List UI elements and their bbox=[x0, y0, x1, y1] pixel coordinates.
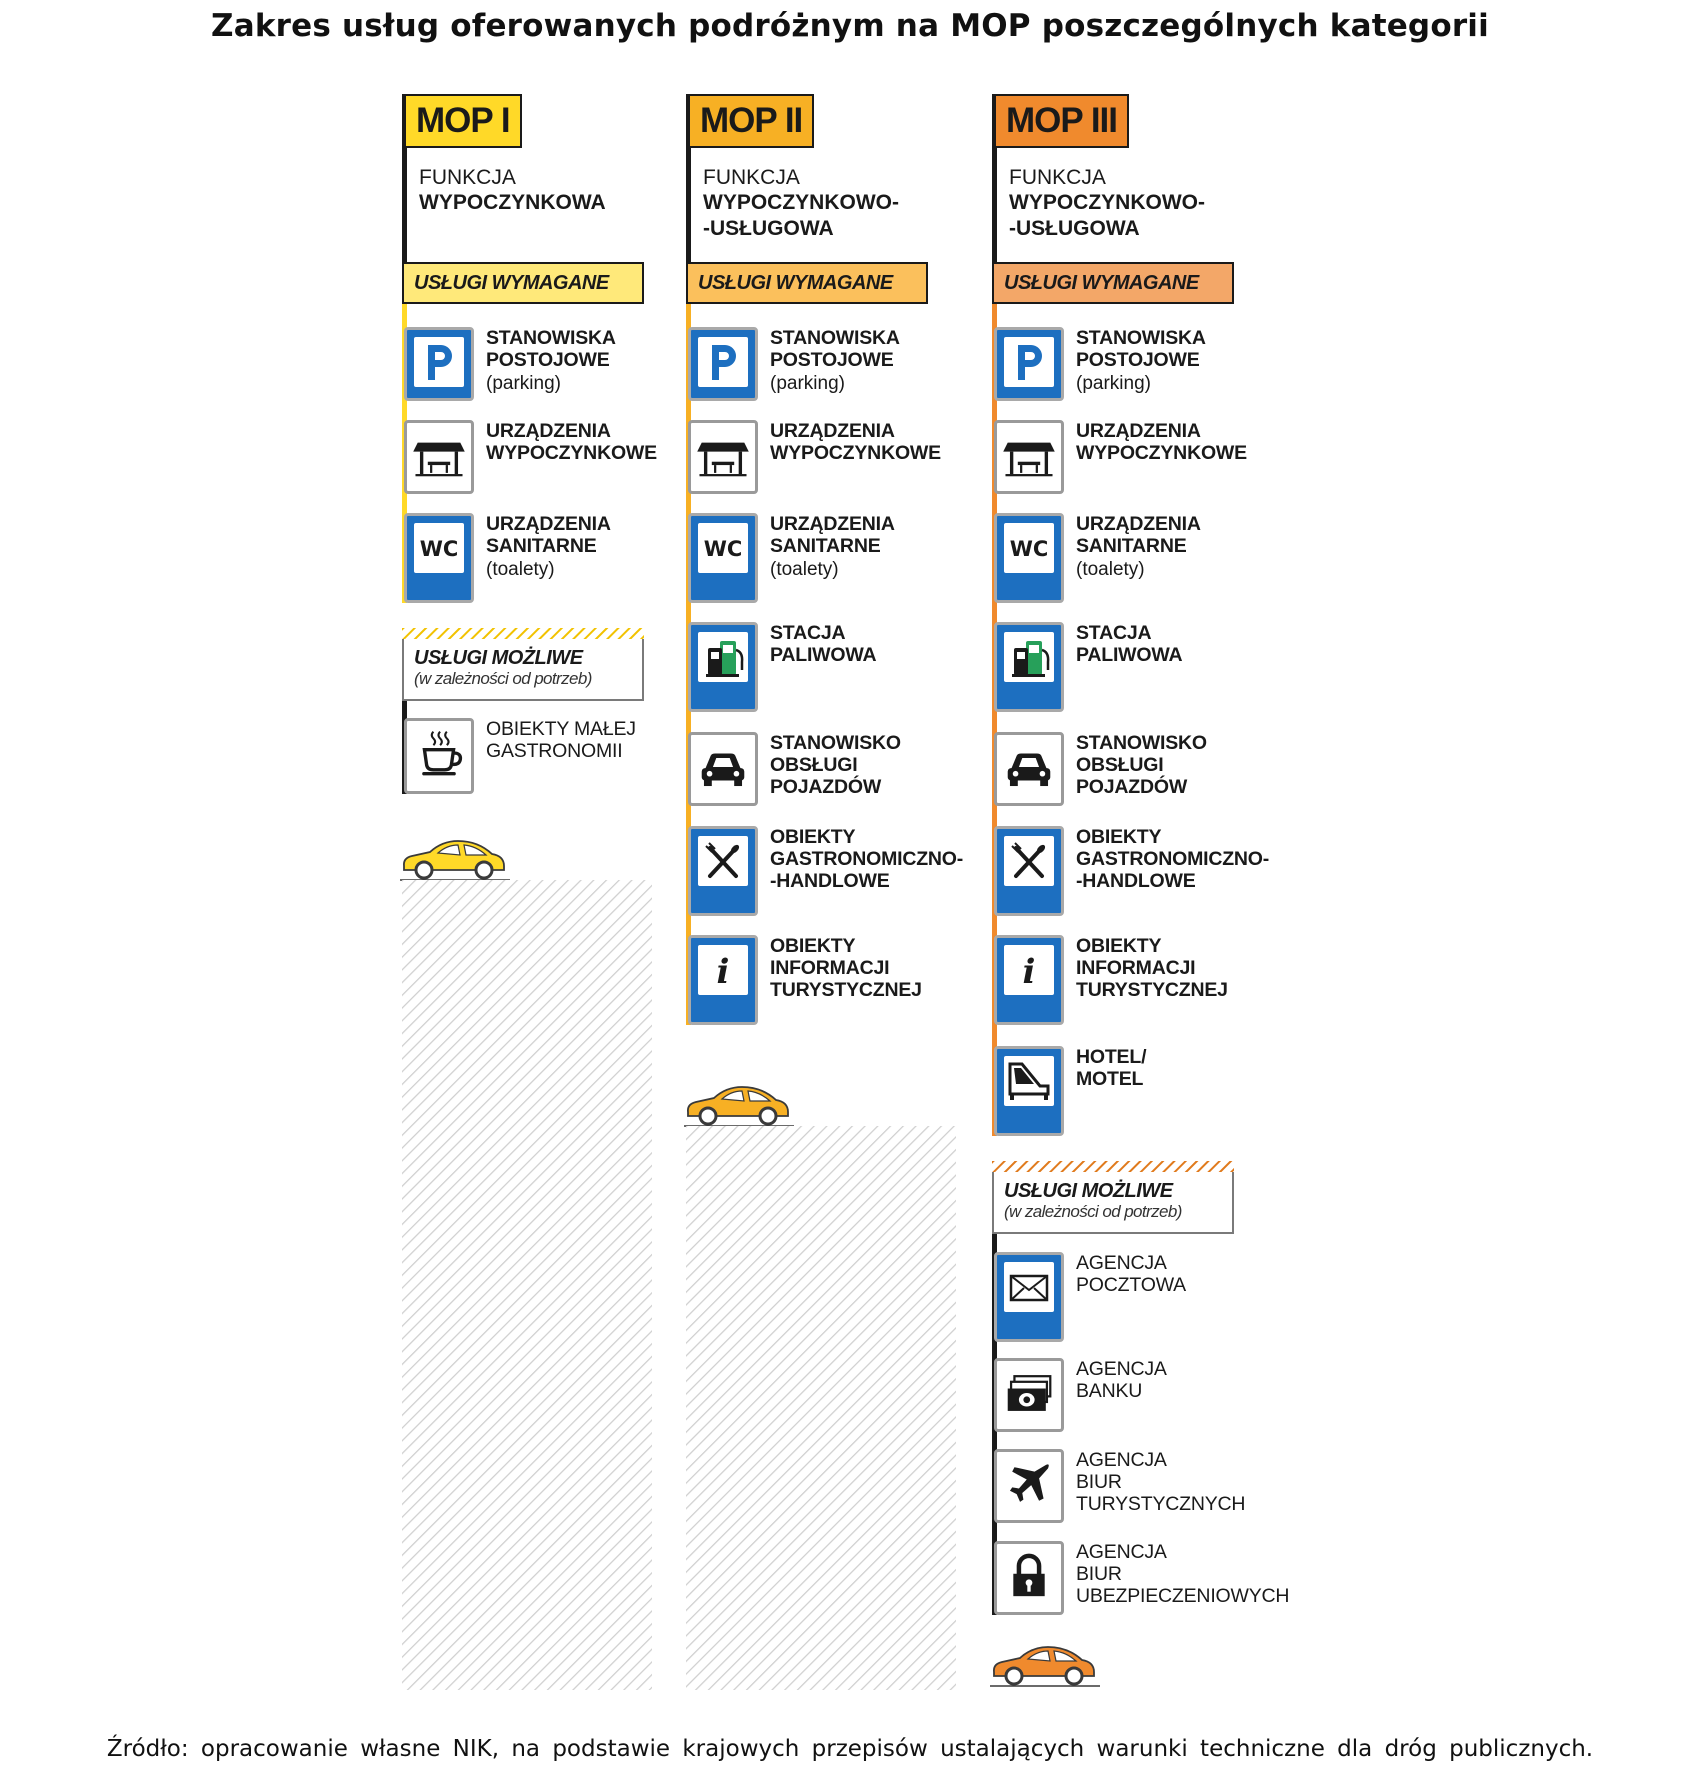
service-note: (parking) bbox=[1076, 373, 1151, 394]
service-label bbox=[1076, 1541, 1336, 1607]
service-label bbox=[770, 826, 1030, 892]
bed-icon bbox=[1004, 1056, 1054, 1106]
service-name: OBIEKTY INFORMACJI TURYSTYCZNEJ bbox=[770, 935, 922, 1001]
possible-services-title: USŁUGI MOŻLIWE bbox=[414, 647, 583, 669]
function-name: WYPOCZYNKOWA bbox=[419, 191, 606, 214]
service-sign bbox=[404, 327, 474, 401]
service-sign bbox=[688, 327, 758, 401]
service-label bbox=[1076, 935, 1336, 1001]
svg-text:i: i bbox=[1022, 952, 1036, 992]
possible-services-stripe bbox=[992, 1160, 1234, 1172]
service-name: URZĄDZENIA WYPOCZYNKOWE bbox=[1076, 420, 1247, 464]
car-service-icon bbox=[1001, 739, 1057, 795]
service-label bbox=[770, 732, 1030, 798]
service-note: (parking) bbox=[770, 373, 845, 394]
function-label: FUNKCJA bbox=[419, 166, 516, 189]
service-sign bbox=[994, 327, 1064, 401]
service-sign bbox=[688, 420, 758, 494]
service-sign bbox=[688, 826, 758, 916]
service-name: STANOWISKO OBSŁUGI POJAZDÓW bbox=[770, 732, 901, 798]
parking-icon bbox=[414, 337, 464, 387]
page-title: Zakres usług oferowanych podróżnym na MOP poszczególnych kategorii bbox=[211, 8, 1489, 44]
function-name: WYPOCZYNKOWO- -USŁUGOWA bbox=[703, 191, 899, 240]
service-name: STACJA PALIWOWA bbox=[1076, 622, 1183, 666]
service-label bbox=[1076, 1252, 1336, 1296]
possible-services-note: (w zależności od potrzeb) bbox=[414, 669, 592, 688]
service-name: STANOWISKA POSTOJOWE bbox=[1076, 327, 1206, 371]
service-name: URZĄDZENIA SANITARNE bbox=[1076, 513, 1201, 557]
service-name: STANOWISKA POSTOJOWE bbox=[486, 327, 616, 371]
possible-services-note: (w zależności od potrzeb) bbox=[1004, 1202, 1182, 1221]
service-sign bbox=[404, 420, 474, 494]
shelter-icon bbox=[411, 427, 467, 483]
service-label bbox=[770, 420, 1030, 464]
service-sign bbox=[994, 1046, 1064, 1136]
fork-knife-icon bbox=[698, 836, 748, 886]
fork-knife-icon bbox=[1004, 836, 1054, 886]
service-sign bbox=[994, 1358, 1064, 1432]
service-name: AGENCJA BIUR UBEZPIECZENIOWYCH bbox=[1076, 1541, 1290, 1607]
coffee-cup-icon bbox=[411, 725, 467, 781]
service-label bbox=[1076, 622, 1336, 666]
service-label bbox=[1076, 826, 1336, 892]
mop-column-2 bbox=[686, 0, 1016, 1700]
required-services-header: USŁUGI WYMAGANE bbox=[686, 262, 928, 304]
mop-badge: MOP II bbox=[688, 94, 814, 148]
service-label bbox=[1076, 732, 1336, 798]
shelter-icon bbox=[1001, 427, 1057, 483]
service-sign bbox=[994, 513, 1064, 603]
service-name: STANOWISKA POSTOJOWE bbox=[770, 327, 900, 371]
service-label bbox=[770, 327, 1030, 397]
source-note: Źródło: opracowanie własne NIK, na podstawie krajowych przepisów ustalających warunki techniczne dla dróg publicznych. bbox=[106, 1736, 1594, 1762]
service-sign bbox=[688, 513, 758, 603]
info-icon bbox=[698, 945, 748, 995]
possible-services-title: USŁUGI MOŻLIWE bbox=[1004, 1180, 1173, 1202]
service-sign bbox=[688, 935, 758, 1025]
car-icon bbox=[990, 1642, 1100, 1693]
service-note: (toalety) bbox=[770, 559, 839, 580]
service-label bbox=[770, 513, 1030, 583]
function-label: FUNKCJA bbox=[703, 166, 800, 189]
parking-icon bbox=[698, 337, 748, 387]
service-note: (toalety) bbox=[486, 559, 555, 580]
airplane-icon bbox=[1001, 1456, 1057, 1512]
service-sign bbox=[688, 622, 758, 712]
service-label bbox=[1076, 420, 1336, 464]
service-name: OBIEKTY MAŁEJ GASTRONOMII bbox=[486, 718, 636, 762]
service-label bbox=[1076, 513, 1336, 583]
service-sign bbox=[994, 1252, 1064, 1342]
wc-icon bbox=[1004, 523, 1054, 573]
service-name: STACJA PALIWOWA bbox=[770, 622, 877, 666]
service-sign bbox=[994, 1541, 1064, 1615]
service-label bbox=[1076, 1449, 1336, 1515]
mop-column-3 bbox=[992, 0, 1322, 1700]
parking-icon bbox=[1004, 337, 1054, 387]
possible-services-header bbox=[992, 1172, 1234, 1234]
required-services-header: USŁUGI WYMAGANE bbox=[992, 262, 1234, 304]
svg-text:WC: WC bbox=[1009, 537, 1049, 561]
service-name: URZĄDZENIA SANITARNE bbox=[486, 513, 611, 557]
service-sign bbox=[404, 718, 474, 794]
svg-text:i: i bbox=[716, 952, 730, 992]
car-service-icon bbox=[695, 739, 751, 795]
service-note: (parking) bbox=[486, 373, 561, 394]
service-label bbox=[1076, 1358, 1336, 1402]
mop-badge: MOP III bbox=[994, 94, 1129, 148]
service-name: URZĄDZENIA WYPOCZYNKOWE bbox=[770, 420, 941, 464]
mop-badge: MOP I bbox=[404, 94, 522, 148]
fuel-pump-icon bbox=[1004, 632, 1054, 682]
info-icon bbox=[1004, 945, 1054, 995]
wc-icon bbox=[414, 523, 464, 573]
service-note: (toalety) bbox=[1076, 559, 1145, 580]
service-label bbox=[770, 622, 1030, 666]
service-name: URZĄDZENIA SANITARNE bbox=[770, 513, 895, 557]
hatched-area bbox=[402, 880, 652, 1690]
service-name: URZĄDZENIA WYPOCZYNKOWE bbox=[486, 420, 657, 464]
service-label bbox=[1076, 1046, 1336, 1090]
function-name: WYPOCZYNKOWO- -USŁUGOWA bbox=[1009, 191, 1205, 240]
wc-icon bbox=[698, 523, 748, 573]
service-name: AGENCJA BIUR TURYSTYCZNYCH bbox=[1076, 1449, 1246, 1515]
service-sign bbox=[994, 826, 1064, 916]
service-sign bbox=[404, 513, 474, 603]
hatched-area bbox=[686, 1126, 956, 1690]
service-name: OBIEKTY GASTRONOMICZNO- -HANDLOWE bbox=[1076, 826, 1270, 892]
mop-column-1 bbox=[402, 0, 732, 1700]
service-name: HOTEL/ MOTEL bbox=[1076, 1046, 1147, 1090]
possible-services-stripe bbox=[402, 627, 644, 639]
service-sign bbox=[994, 420, 1064, 494]
service-name: STANOWISKO OBSŁUGI POJAZDÓW bbox=[1076, 732, 1207, 798]
envelope-icon bbox=[1004, 1262, 1054, 1312]
service-sign bbox=[994, 622, 1064, 712]
service-name: AGENCJA BANKU bbox=[1076, 1358, 1167, 1402]
service-sign bbox=[994, 935, 1064, 1025]
banknotes-icon bbox=[1001, 1365, 1057, 1421]
possible-services-header bbox=[402, 639, 644, 701]
service-name: OBIEKTY GASTRONOMICZNO- -HANDLOWE bbox=[770, 826, 964, 892]
service-name: OBIEKTY INFORMACJI TURYSTYCZNEJ bbox=[1076, 935, 1228, 1001]
shelter-icon bbox=[695, 427, 751, 483]
service-label bbox=[770, 935, 1030, 1001]
required-services-header: USŁUGI WYMAGANE bbox=[402, 262, 644, 304]
service-sign bbox=[994, 732, 1064, 806]
svg-text:WC: WC bbox=[419, 537, 459, 561]
fuel-pump-icon bbox=[698, 632, 748, 682]
padlock-icon bbox=[1001, 1548, 1057, 1604]
service-name: AGENCJA POCZTOWA bbox=[1076, 1252, 1186, 1296]
service-sign bbox=[688, 732, 758, 806]
svg-text:WC: WC bbox=[703, 537, 743, 561]
function-label: FUNKCJA bbox=[1009, 166, 1106, 189]
service-label bbox=[1076, 327, 1336, 397]
service-sign bbox=[994, 1449, 1064, 1523]
